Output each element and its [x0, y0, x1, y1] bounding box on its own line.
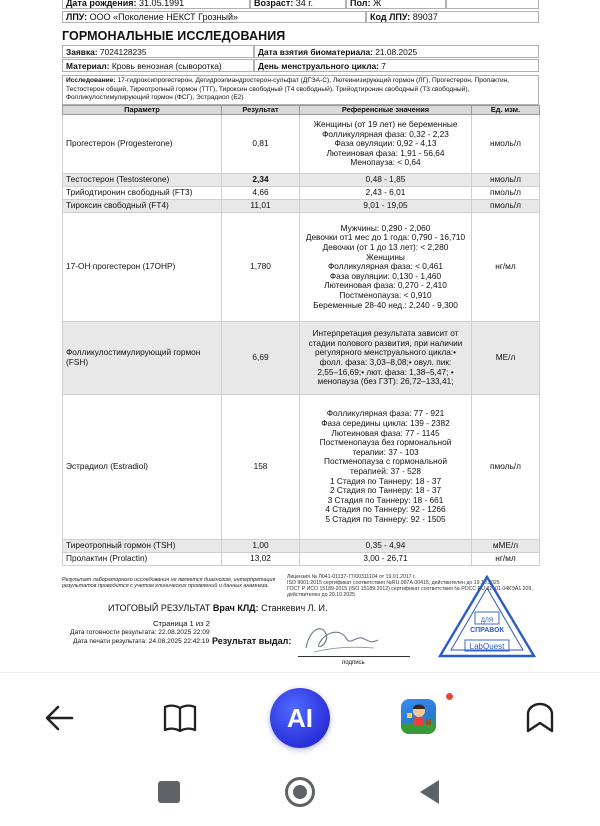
doctor-signature	[300, 618, 380, 658]
system-navigation-bar	[0, 762, 600, 826]
param-cell: Тестостерон (Testosterone)	[63, 174, 222, 187]
cycle-day-cell	[254, 59, 539, 72]
print-date-label: Дата печати результата:	[73, 638, 147, 645]
game-character-icon	[401, 699, 436, 734]
doctor-label: Врач КЛД:	[212, 603, 259, 613]
result-cell: 6,69	[222, 322, 300, 395]
result-cell: 11,01	[222, 200, 300, 213]
lpu-code-value: 89037	[412, 12, 438, 22]
research-label: Исследование:	[66, 77, 116, 84]
table-row	[63, 553, 540, 566]
param-cell: Прогестерон (Progesterone)	[63, 115, 222, 174]
lpu-label: ЛПУ:	[66, 12, 88, 22]
header-parameter: Параметр	[63, 106, 222, 115]
notification-dot	[446, 693, 453, 700]
param-cell: Пролактин (Prolactin)	[63, 553, 222, 566]
header-unit: Ед. изм.	[472, 106, 540, 115]
page-number: Страница 1 из 2	[153, 619, 210, 628]
sample-date-cell	[254, 45, 539, 58]
result-cell: 1,780	[222, 213, 300, 322]
lpu-code-label: Код ЛПУ:	[370, 12, 411, 22]
param-cell: Тиреотропный гормон (TSH)	[63, 540, 222, 553]
table-row	[63, 213, 540, 322]
recent-apps-button[interactable]	[158, 781, 180, 803]
dob-value: 31.05.1991	[139, 0, 185, 8]
lpu-value: ООО «Поколение НЕКСТ Грозный»	[89, 12, 238, 22]
table-row	[63, 200, 540, 213]
order-label: Заявка:	[66, 47, 98, 57]
order-number: 7024128235	[99, 47, 147, 57]
reference-cell: Интерпретация результата зависит от стадии полового развития, при наличии регулярного менструального цикла:• фолл. фаза: 3,03–8,08;• овул. пик: 2,55–16,69;• лют. фаза: 1,38–5,47; • менопауза (без ГЗТ): 26,72–133,41;	[300, 322, 472, 395]
unit-cell: нмоль/л	[472, 174, 540, 187]
sample-date-value: 21.08.2025	[375, 47, 418, 57]
back-arrow-icon[interactable]	[40, 698, 80, 738]
unit-cell: нг/мл	[472, 553, 540, 566]
print-date-line	[70, 637, 210, 646]
reference-cell: Фолликулярная фаза: 77 - 921 Фаза середины цикла: 139 - 2382 Лютеиновая фаза: 77 - 1145 Постменопауза без гормональной терапии: 37 - 103 Постменопауза с гормональной терапией: 37 - 528 1 Стадия по Таннеру: 18 - 37 2 Стадия по Таннеру: 18 - 37 3 Стадия по Таннеру: 18 - 661 4 Стадия по Таннеру: 92 - 1266 5 Стадия по Таннеру: 92 - 1505	[300, 395, 472, 540]
unit-cell: мМЕ/л	[472, 540, 540, 553]
home-button[interactable]	[285, 777, 315, 807]
bookmark-icon[interactable]	[520, 698, 560, 738]
table-row	[63, 115, 540, 174]
reference-cell: Мужчины: 0,290 - 2,060 Девочки от1 мес до 1 года: 0,790 - 16,710 Девочки (от 1 до 13 лет): < 2,280 Женщины Фолликулярная фаза: < 0,461 Фаза овуляции: 0,130 - 1,460 Лютеиновая фаза: 0,270 - 2,410 Постменопауза: < 0,910 Беременные 28-40 нед.: 2,240 - 9,300	[300, 213, 472, 322]
result-cell: 4,66	[222, 187, 300, 200]
lab-stamp	[437, 574, 537, 659]
unit-cell: нг/мл	[472, 213, 540, 322]
stamp-brand-text: LabQuest	[469, 642, 505, 651]
unit-cell: МЕ/л	[472, 322, 540, 395]
section-title: ГОРМОНАЛЬНЫЕ ИССЛЕДОВАНИЯ	[62, 29, 286, 43]
ai-assistant-button[interactable]	[270, 688, 330, 748]
game-app-icon[interactable]	[401, 699, 436, 734]
ready-date-label: Дата готовности результата:	[70, 629, 157, 636]
result-cell: 158	[222, 395, 300, 540]
doctor-name: Станкевич Л. И.	[261, 603, 328, 613]
material-value: Кровь венозная (сыворотка)	[111, 61, 222, 71]
order-cell	[62, 45, 254, 58]
result-cell: 0,81	[222, 115, 300, 174]
lpu-cell	[62, 11, 366, 23]
param-cell: Эстрадиол (Estradiol)	[63, 395, 222, 540]
param-cell: 17-ОН прогестерон (17OHP)	[63, 213, 222, 322]
sex-cell	[346, 0, 446, 9]
header-reference: Референсные значения	[300, 106, 472, 115]
final-result-line	[108, 603, 328, 613]
print-date-value: 24.08.2025 22:42:19	[148, 638, 210, 645]
reference-cell: 9,01 - 19,05	[300, 200, 472, 213]
system-back-button[interactable]	[420, 780, 439, 804]
disclaimer-text: Результат лабораторного исследования не является диагнозом, интерпретация результатов проводится с учетом клинических проявлений и данных анамнеза.	[62, 577, 276, 590]
stamp-top-text: ДЛЯ	[480, 618, 494, 624]
book-icon[interactable]	[160, 698, 200, 738]
ai-button-label: AI	[287, 702, 313, 733]
age-value: 34 г.	[295, 0, 313, 8]
reference-cell: 0,35 - 4,94	[300, 540, 472, 553]
app-bottom-toolbar	[0, 672, 600, 762]
results-table	[62, 105, 540, 566]
sample-date-label: Дата взятия биоматериала:	[258, 47, 373, 57]
header-result: Результат	[222, 106, 300, 115]
sex-label: Пол:	[350, 0, 371, 8]
signature-caption: подпись	[342, 660, 365, 666]
issued-by-label: Результат выдал:	[212, 636, 292, 646]
table-row	[63, 322, 540, 395]
age-label: Возраст:	[254, 0, 294, 8]
reference-cell: 3,00 - 26,71	[300, 553, 472, 566]
reference-cell: 0,48 - 1,85	[300, 174, 472, 187]
lpu-code-cell	[366, 11, 539, 23]
license-text: Лицензия № Л041-01137-77/00311104 от 19.01.2017 г. ISO 9001:2015 сертификат соответствия №RU.097А.00415, действителен до 19.10.2025 ГОСТ Р ИСО 15189-2015 (ISO 15189:2012) сертификат соответствия № РОСС RU.32101.04КЭА1.209, действителен до 20.10.2025	[287, 574, 533, 598]
dates-block	[70, 628, 210, 646]
research-text: 17-гидроксипрогестерон, Дегидроэпиандростерон-сульфат (ДГЭА-С), Лютеинизирующий гормон (ЛГ), Прогестерон, Пролактин, Тестостерон общий, Тиреотропный гормон (ТТГ), Тироксин свободный (Т4 свободный), Трийодтиронин свободный (Т3 свободный), Фолликулостимулирующий гормон (ФСГ), Эстрадиол (Е2)	[66, 77, 510, 102]
material-cell	[62, 59, 254, 72]
final-result-label: ИТОГОВЫЙ РЕЗУЛЬТАТ	[108, 603, 211, 613]
results-header-row	[63, 106, 540, 115]
table-row	[63, 395, 540, 540]
unit-cell: пмоль/л	[472, 187, 540, 200]
material-label: Материал:	[66, 61, 110, 71]
age-cell	[250, 0, 346, 9]
table-row	[63, 540, 540, 553]
research-list	[62, 75, 539, 105]
param-cell: Тироксин свободный (FT4)	[63, 200, 222, 213]
unit-cell: пмоль/л	[472, 395, 540, 540]
param-cell: Трийодтиронин свободный (FT3)	[63, 187, 222, 200]
ready-date-line	[70, 628, 210, 637]
result-cell-abnormal: 2,34	[222, 174, 300, 187]
table-row	[63, 174, 540, 187]
reference-cell: 2,43 - 6,01	[300, 187, 472, 200]
dob-cell	[62, 0, 250, 9]
dob-label: Дата рождения:	[66, 0, 137, 8]
unit-cell: нмоль/л	[472, 115, 540, 174]
unit-cell: пмоль/л	[472, 200, 540, 213]
result-cell: 13,02	[222, 553, 300, 566]
param-cell: Фолликулостимулирующий гормон (FSH)	[63, 322, 222, 395]
empty-header-cell	[446, 0, 539, 9]
cycle-day-label: День менструального цикла:	[258, 61, 379, 71]
ready-date-value: 22.08.2025 22:09	[158, 629, 210, 636]
table-row	[63, 187, 540, 200]
reference-cell: Женщины (от 19 лет) не беременные Фолликулярная фаза: 0,32 - 2,23 Фаза овуляции: 0,92 - 4,13 Лютеиновая фаза: 1,91 - 56,64 Менопауза: < 0,64	[300, 115, 472, 174]
cycle-day-value: 7	[381, 61, 386, 71]
signature-line	[298, 656, 410, 657]
stamp-middle-text: СПРАВОК	[470, 627, 504, 634]
result-cell: 1,00	[222, 540, 300, 553]
sex-value: Ж	[372, 0, 382, 8]
